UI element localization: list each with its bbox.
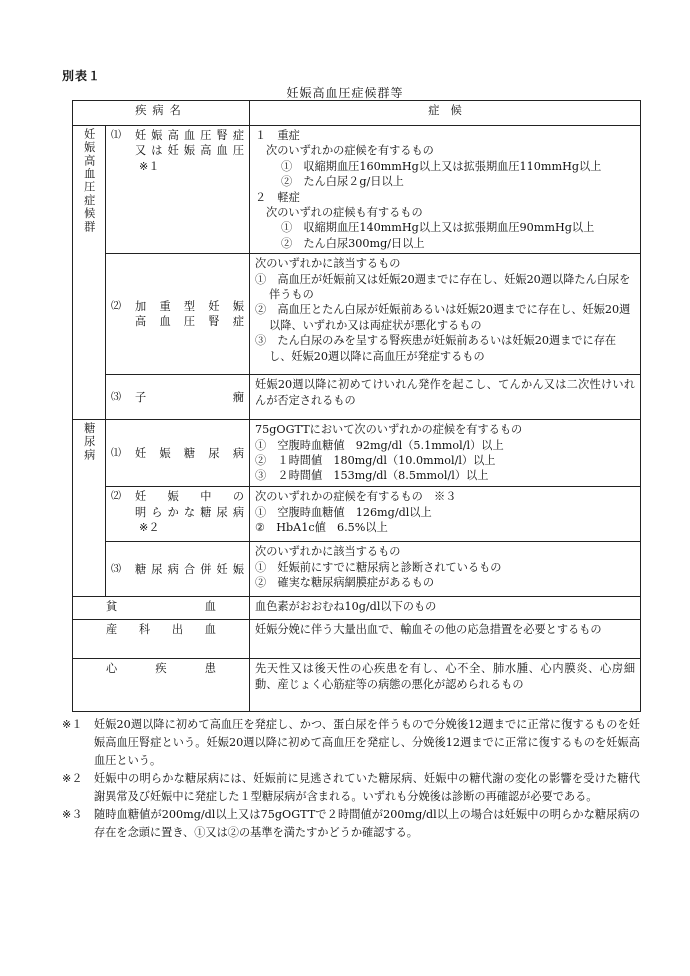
disease-cell [106,542,250,597]
footnote-text: 妊娠中の明らかな糖尿病には、妊娠前に見逃されていた糖尿病、妊娠中の糖代謝の変化の影響を受けた糖代謝異常及び妊娠中に発症した１型糖尿病が含まれる。いずれも分娩後は診断の再確認が必要である。 [94,772,640,803]
symptom-line: ② 高血圧とたん白尿が妊娠前あるいは妊娠20週までに存在し、妊娠20週以降、いずれか又は両症状が悪化するもの [255,303,631,332]
symptom-line: 血色素がおおむね10g/dl以下のもの [255,600,437,614]
symptom-line: ２ 軽症 [255,190,300,204]
table-row [73,487,641,542]
disease-name [111,562,244,577]
symptom-line: ② HbA1c値 6.5%以上 [255,521,388,535]
symptom-line: 次のいずれの症候も有するもの [266,206,423,220]
symptom-cell [250,375,641,420]
symptom-line: ② たん白尿300mg/日以上 [281,236,425,250]
symptom-line: ② たん白尿２g/日以上 [281,175,404,189]
footnote-text: 随時血糖値が200mg/dl以上又は75gOGTTで２時間値が200mg/dl以上の場合は妊娠中の明らかな糖尿病の存在を念頭に置き、①又は②の基準を満たすかどうか確認する。 [94,808,640,839]
criteria-table [72,100,641,712]
symptom-line: 妊娠20週以降に初めてけいれん発作を起こし、てんかん又は二次性けいれんが否定されるもの [255,378,636,407]
symptom-cell [250,620,641,659]
disease-name [111,390,244,405]
disease-name-line: 又は妊娠高血圧 [135,144,245,158]
symptom-cell [250,420,641,487]
disease-name-line: ※２ [139,521,160,535]
table-row [73,254,641,375]
symptom-line: ① 空腹時血糖値 92mg/dl（5.1mmol/l）以上 [255,438,504,452]
disease-number: ⑴ [111,130,121,141]
disease-cell-wide [73,597,250,620]
symptom-line: 次のいずれかに該当するもの [255,257,401,271]
appendix-label: 別表１ [62,69,102,83]
disease-cell [106,375,250,420]
disease-name-line: 妊娠糖尿病 [135,446,245,460]
symptom-line: 75gOGTTにおいて次のいずれかの症候を有するもの [255,423,523,437]
symptom-line: ② 確実な糖尿病網膜症があるもの [255,576,435,590]
footnote-mark: ※１ [62,718,83,731]
header-row [73,101,641,126]
disease-name [111,446,244,461]
symptom-line: ③ たん白尿のみを呈する腎疾患が妊娠前あるいは妊娠20週までに存在し、妊娠20週以降に高血圧が発症するもの [255,334,617,363]
symptom-line: ③ ２時間値 153mg/dl（8.5mmol/l）以上 [255,469,489,483]
disease-name-line: 糖尿病合併妊娠 [135,562,245,576]
table-row [73,420,641,487]
symptom-line: ① 高血圧が妊娠前又は妊娠20週までに存在し、妊娠20週以降たん白尿を伴うもの [255,272,631,302]
symptom-line: ① 収縮期血圧140mmHg以上又は拡張期血圧90mmHg以上 [281,221,595,235]
group-hypertension [73,126,106,420]
footnote-mark: ※２ [62,772,83,785]
symptom-cell [250,254,641,375]
table-row [73,620,641,659]
disease-number: ⑶ [111,563,121,575]
symptom-cell [250,597,641,620]
symptom-line: 先天性又は後天性の心疾患を有し、心不全、肺水腫、心内膜炎、心房細動、産じょく心筋症等の病態の悪化が認められるもの [255,662,636,691]
disease-name [111,489,244,535]
symptom-line: 妊娠分娩に伴う大量出血で、輸血その他の応急措置を必要とするもの [255,623,602,637]
header-symptom: 症 候 [250,101,641,126]
disease-cell [106,420,250,487]
symptom-line: ① 空腹時血糖値 126mg/dl以上 [255,505,432,519]
disease-cell-wide [73,659,250,712]
symptom-cell [250,487,641,542]
disease-name-line: ※１ [139,159,160,173]
header-disease: 疾病名 [73,101,250,126]
disease-number: ⑵ [111,491,121,503]
group-label: 妊娠高血圧症候群 [82,128,96,234]
footnote-item [62,716,640,770]
disease-name: 産科出血 [106,623,216,637]
symptom-line: 次のいずれかに該当するもの [255,545,401,559]
footnote-item [62,770,640,806]
symptom-line: ① 妊娠前にすでに糖尿病と診断されているもの [255,560,502,574]
table-row [73,126,641,254]
disease-cell-wide [73,620,250,659]
symptom-cell [250,126,641,254]
disease-name: 貧血 [106,600,216,614]
disease-name [111,128,244,174]
disease-number: ⑶ [111,391,121,403]
disease-name [111,299,244,330]
disease-cell [106,126,250,254]
disease-cell [106,487,250,542]
footnotes [62,716,640,842]
table-row [73,375,641,420]
symptom-line: 次のいずれかの症候を有するもの ※３ [255,490,457,504]
disease-number: ⑴ [111,447,121,459]
footnote-mark: ※３ [62,808,83,821]
disease-name-line: 妊娠高血圧腎症 [135,129,245,142]
symptom-line: ① 収縮期血圧160mmHg以上又は拡張期血圧110mmHg以上 [281,159,602,173]
symptom-cell [250,659,641,712]
symptom-line: 次のいずれかの症候を有するもの [266,144,434,158]
disease-name-line: 高血圧腎症 [135,315,245,329]
disease-number: ⑵ [111,300,121,312]
disease-name-line: 明らかな糖尿病 [135,505,245,519]
page-title: 妊娠高血圧症候群等 [286,86,404,100]
footnote-text: 妊娠20週以降に初めて高血圧を発症し、かつ、蛋白尿を伴うもので分娩後12週までに正常に復するものを妊娠高血圧腎症という。妊娠20週以降に初めて高血圧を発症し、分娩後12週までに正常に復するものを妊娠高血圧という。 [94,718,640,767]
disease-name: 心疾患 [106,662,216,676]
table-row [73,597,641,620]
group-diabetes [73,420,106,597]
symptom-line: １ 重症 [255,129,300,142]
symptom-line: ② １時間値 180mg/dl（10.0mmol/l）以上 [255,454,496,468]
disease-name-line: 妊娠中の [135,490,245,504]
disease-cell [106,254,250,375]
footnote-item [62,806,640,842]
symptom-cell [250,542,641,597]
table-row [73,542,641,597]
group-label: 糖尿病 [82,422,96,462]
table-row [73,659,641,712]
disease-name-line: 加重型妊娠 [135,299,245,313]
disease-name-line: 子 癇 [135,390,245,404]
